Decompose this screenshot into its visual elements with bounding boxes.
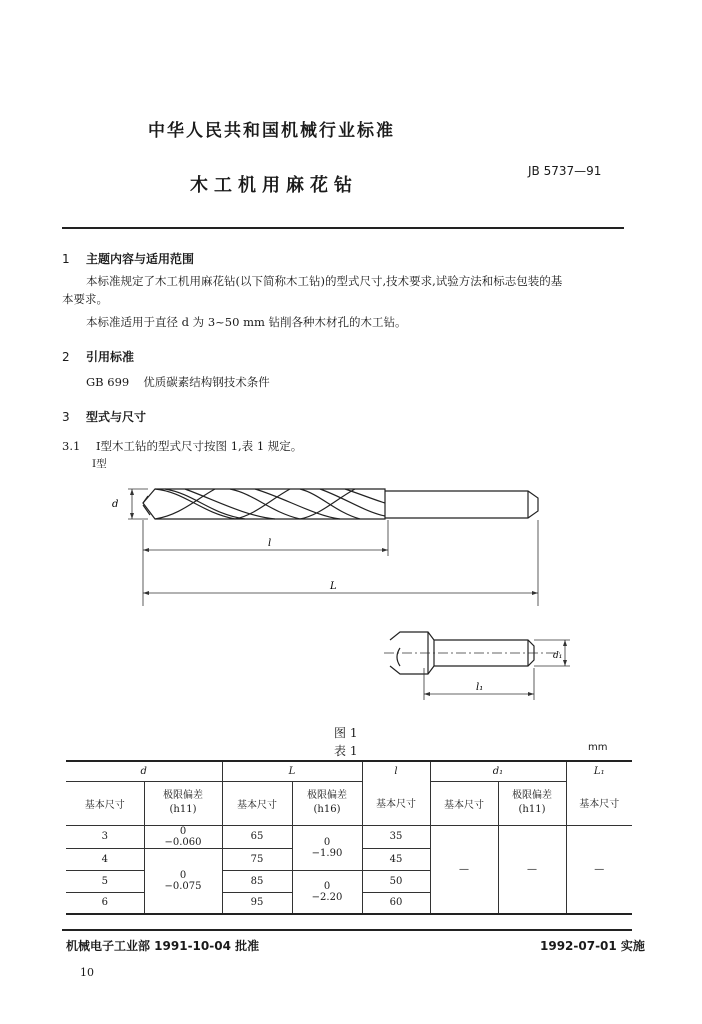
- table-row: [66, 825, 632, 848]
- standard-title: 木工机用麻花钻: [190, 175, 358, 196]
- cell-L-tol: [292, 870, 362, 914]
- flute-2: [185, 489, 275, 519]
- header-d1-tol-label: 极限偏差: [512, 790, 552, 801]
- flute-back-3: [300, 489, 355, 519]
- flute-3: [230, 489, 300, 519]
- L-tol-lower: −1.90: [311, 847, 343, 859]
- cell-l: 50: [362, 870, 430, 892]
- reference-code: GB 699: [86, 375, 130, 389]
- cell-d: 3: [66, 825, 144, 848]
- table-caption: 表 1: [334, 744, 358, 758]
- L-tol-upper: 0: [323, 880, 331, 892]
- reference-name: 优质碳素结构钢技术条件: [143, 375, 270, 389]
- flute-1b: [165, 489, 245, 519]
- section-3-number: 3: [62, 410, 70, 424]
- cell-L-tol: [292, 825, 362, 870]
- figure-caption: 图 1: [334, 726, 358, 740]
- section-2-number: 2: [62, 350, 70, 364]
- cell-d: 6: [66, 892, 144, 914]
- effective-date: 1992-07-01 实施: [540, 939, 645, 953]
- dim-label-d: d: [112, 499, 119, 510]
- drill-shank-outline: [385, 491, 538, 518]
- cell-l: 45: [362, 848, 430, 870]
- approval-note: 机械电子工业部 1991-10-04 批准: [66, 939, 260, 953]
- header-L1-basic: 基本尺寸: [579, 799, 620, 811]
- table-unit: mm: [588, 742, 608, 753]
- cell-L: 95: [222, 892, 292, 914]
- d-tol-upper: 0: [179, 825, 187, 837]
- section-1-para-1-line-1: 本标准规定了木工机用麻花钻(以下简称木工钻)的型式尺寸,技术要求,试验方法和标志包装的基: [86, 274, 563, 288]
- col-group-L: L: [222, 761, 362, 781]
- col-group-L1: L₁: [593, 766, 605, 777]
- flute-back-1: [155, 489, 215, 519]
- cell-L1: —: [594, 863, 605, 875]
- type-label: Ⅰ型: [92, 458, 107, 470]
- flute-4: [255, 489, 340, 519]
- L-tol-lower: −2.20: [311, 891, 343, 903]
- cell-l: 35: [362, 825, 430, 848]
- cell-l: 60: [362, 892, 430, 914]
- col-group-d: d: [66, 761, 222, 781]
- header-L-basic: 基本尺寸: [222, 781, 292, 825]
- page-number: 10: [80, 966, 94, 979]
- dim-label-L: L: [330, 581, 337, 592]
- cell-d-tol: [144, 848, 222, 914]
- header-d-basic: 基本尺寸: [66, 781, 144, 825]
- cell-L: 75: [222, 848, 292, 870]
- header-d-tol-grade: (h11): [169, 804, 197, 815]
- cell-d1-tol: —: [498, 825, 566, 914]
- section-1-para-2: 本标准适用于直径 d 为 3~50 mm 钻削各种木材孔的木工钻。: [86, 315, 407, 329]
- header-d1-tolerance: [498, 781, 566, 825]
- table-1: [66, 760, 632, 915]
- cell-d: 5: [66, 870, 144, 892]
- section-2-title: 引用标准: [86, 350, 135, 364]
- cell-d-tol: [144, 825, 222, 848]
- d-tol-upper: 0: [179, 869, 187, 881]
- cell-L: 85: [222, 870, 292, 892]
- section-3-1-body: Ⅰ型木工钻的型式尺寸按图 1,表 1 规定。: [96, 439, 303, 453]
- d-tol-lower: −0.060: [164, 836, 202, 848]
- dim-label-l: l: [268, 538, 272, 549]
- section-1-title: 主题内容与适用范围: [86, 252, 195, 266]
- header-d1-basic: 基本尺寸: [430, 781, 498, 825]
- cell-d1-basic: —: [430, 825, 498, 914]
- L-tol-upper: 0: [323, 836, 331, 848]
- header-L-tol-grade: (h16): [313, 804, 341, 815]
- section-3-title: 型式与尺寸: [86, 410, 147, 424]
- dim-label-l1: l₁: [476, 682, 484, 693]
- cell-d: 4: [66, 848, 144, 870]
- flute-6: [320, 489, 385, 516]
- col-group-d1: d₁: [430, 761, 566, 781]
- standard-org-title: 中华人民共和国机械行业标准: [148, 121, 395, 141]
- section-3-1-number: 3.1: [62, 439, 81, 453]
- header-d-tolerance: [144, 781, 222, 825]
- header-L-tol-label: 极限偏差: [307, 790, 347, 801]
- header-d-tol-label: 极限偏差: [163, 790, 203, 801]
- header-d1-tol-grade: (h11): [518, 804, 546, 815]
- col-group-l: l: [362, 761, 430, 781]
- section-1-para-1-line-2: 本要求。: [62, 292, 108, 306]
- dim-label-d1: d₁: [553, 651, 563, 661]
- footer-rule: [62, 929, 632, 931]
- standard-code: JB 5737—91: [528, 164, 602, 178]
- cell-L: 65: [222, 825, 292, 848]
- drill-point: [143, 496, 150, 515]
- section-1-number: 1: [62, 252, 70, 266]
- header-l-basic: 基本尺寸: [362, 781, 430, 825]
- header-L-tolerance: [292, 781, 362, 825]
- d-tol-lower: −0.075: [164, 880, 202, 892]
